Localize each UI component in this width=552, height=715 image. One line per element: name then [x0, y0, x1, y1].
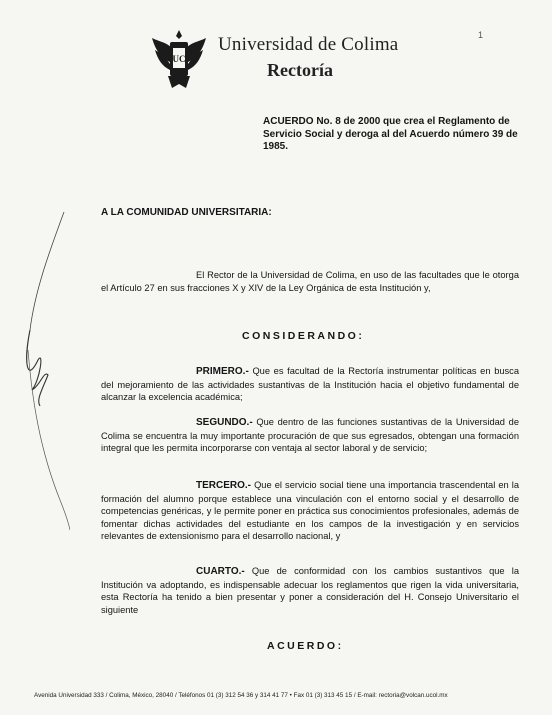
page-number: 1 [478, 30, 484, 40]
clause-text: Que el servicio social tiene una importancia trascendental en la formación del alumno porque establece una vinculación con el entorno social y el desarrollo de competencias genéricas, y le permite poner en práctica sus conocimientos profesionales, además de fomentar dichas actividades del estudiante en los campos de la investigación y en servicios relevantes de extensionismo para el desarrollo nacional, y [101, 480, 519, 541]
clause-text: Que dentro de las funciones sustantivas de la Universidad de Colima se encuentra la muy importante procuración de que sus egresados, obtengan una formación integral que les permita incorporarse con ventaja al sector laboral y de servicio; [101, 417, 519, 453]
office-name: Rectoría [267, 60, 333, 80]
clause-text: Que es facultad de la Rectoría instrumentar políticas en busca del mejoramiento de las actividades sustantivas de la Institución hacia el objetivo fundamental de alcanzar la excelencia académica; [101, 366, 519, 402]
clause-label: CUARTO.- [196, 566, 245, 577]
salutation: A LA COMUNIDAD UNIVERSITARIA: [101, 207, 272, 218]
clause-label: PRIMERO.- [196, 366, 249, 377]
university-name: Universidad de Colima [218, 34, 399, 55]
considerando-heading: CONSIDERANDO: [242, 330, 365, 342]
clause-cuarto [101, 565, 519, 616]
university-eagle-logo [150, 28, 208, 92]
intro-paragraph [101, 269, 519, 294]
clause-text: Que de conformidad con los cambios sustantivos que la Institución va adoptando, es indispensable adecuar los reglamentos que rigen la vida universitaria, esta Rectoría ha tenido a bien presentar y poner a consideración del H. Consejo Universitario el siguiente [101, 566, 519, 615]
clause-label: TERCERO.- [196, 480, 251, 491]
clause-tercero [101, 479, 519, 543]
acuerdo-heading: ACUERDO: [267, 640, 344, 652]
clause-label: SEGUNDO.- [196, 417, 253, 428]
handwritten-signature [10, 210, 70, 540]
clause-segundo [101, 416, 519, 455]
footer-contact: Avenida Universidad 333 / Colima, México, 28040 / Teléfonos 01 (3) 312 54 36 y 314 41 77 • Fax 01 (3) 313 45 15 / E-mail: rectoria@volcan.ucol.mx [34, 692, 448, 699]
svg-text:UC: UC [172, 54, 186, 64]
agreement-title: ACUERDO No. 8 de 2000 que crea el Reglamento de Servicio Social y deroga al del Acuerdo número 39 de 1985. [263, 116, 518, 152]
intro-text: El Rector de la Universidad de Colima, en uso de las facultades que le otorga el Artículo 27 en sus fracciones X y XIV de la Ley Orgánica de esta Institución y, [101, 270, 519, 293]
clause-primero [101, 365, 519, 404]
